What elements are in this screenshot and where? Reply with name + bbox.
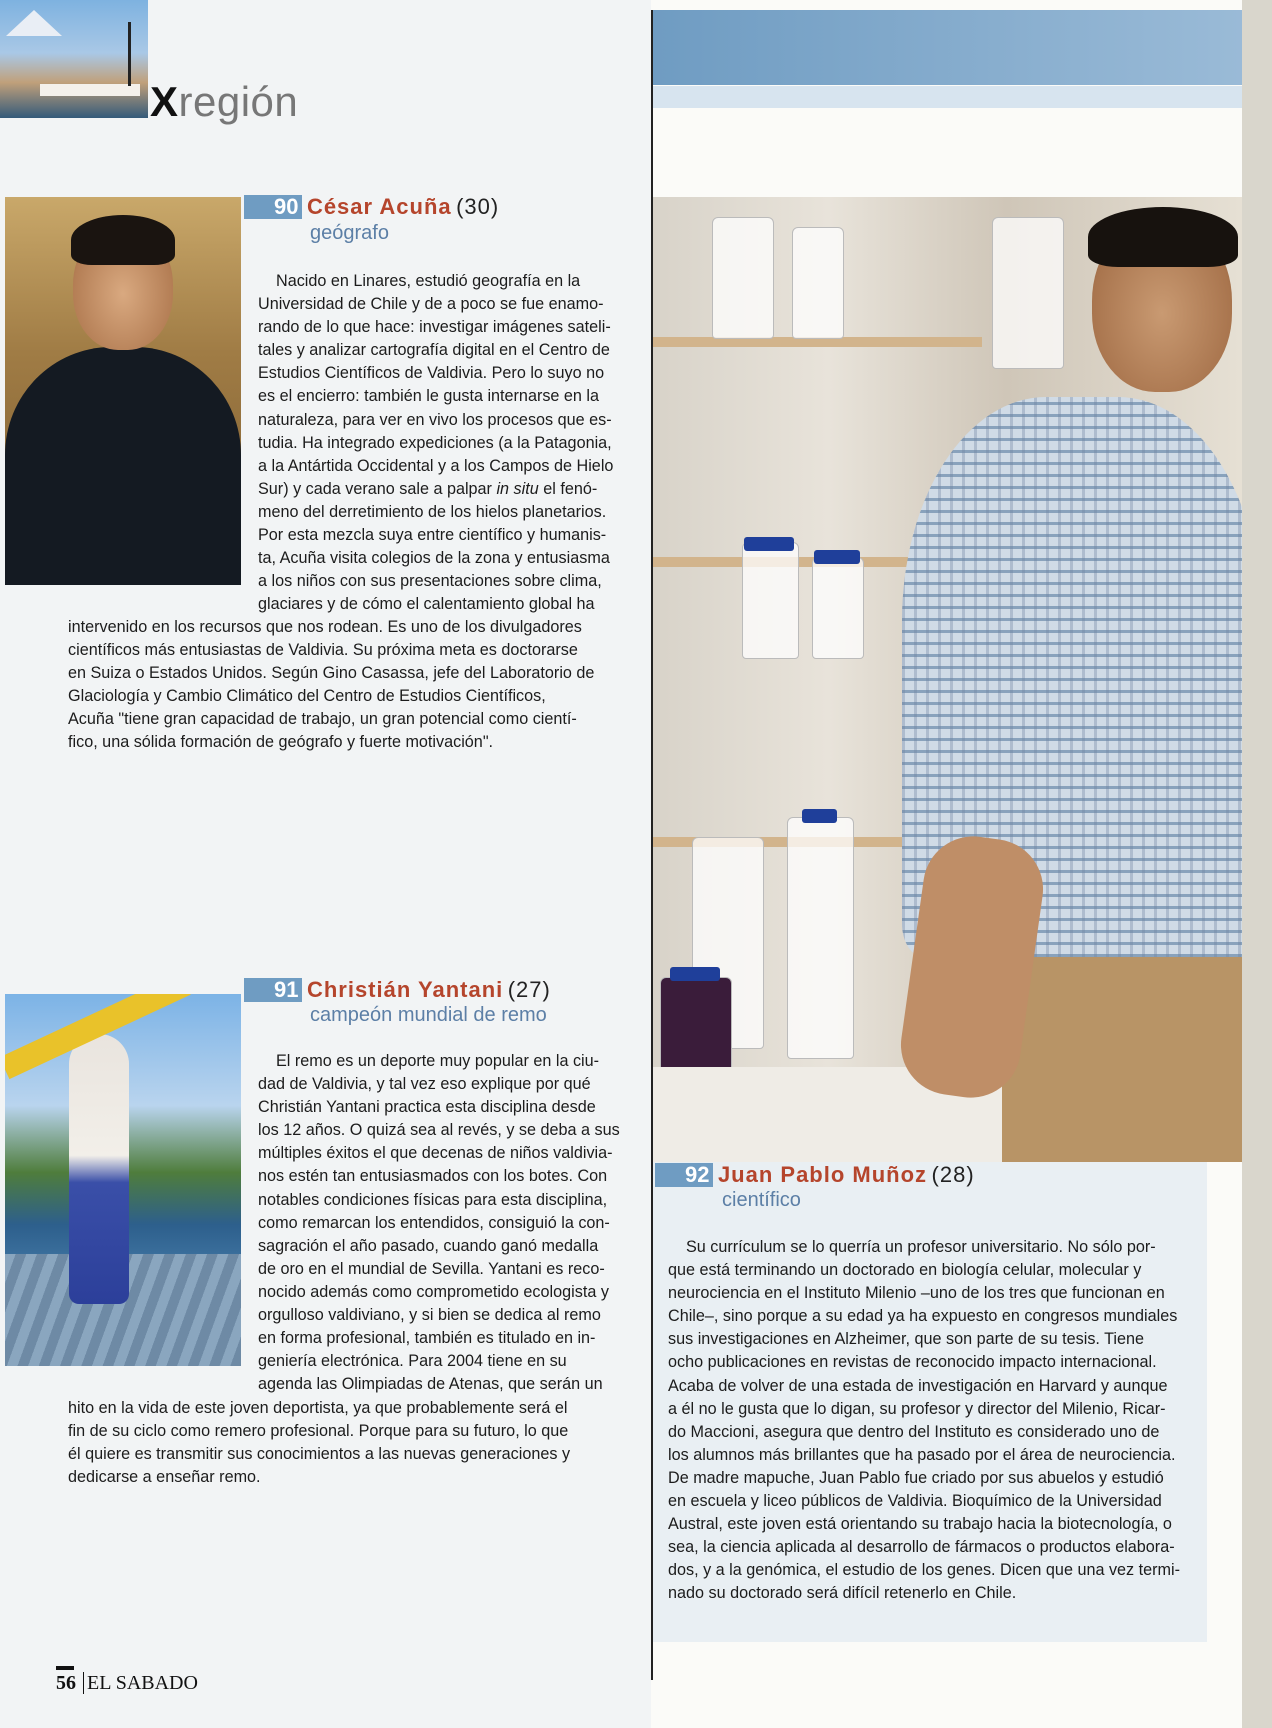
bottle-shape: [812, 557, 864, 659]
header-landscape-photo: [0, 0, 148, 118]
text-line: meno del derretimiento de los hielos planetarios.: [258, 502, 607, 521]
text-line: sus investigaciones en Alzheimer, que son parte de su tesis. Tiene: [668, 1330, 1145, 1349]
text-line: los alumnos más brillantes que ha pasado por el área de neurociencia.: [668, 1445, 1176, 1464]
section-logo-word: región: [178, 78, 299, 125]
text-line: Glaciología y Cambio Climático del Centro de Estudios Científicos,: [68, 687, 546, 706]
text-line: fico, una sólida formación de geógrafo y fuerte motivación".: [68, 733, 494, 752]
page-edge: [1242, 0, 1272, 1728]
text-line: glaciares y de cómo el calentamiento global ha: [258, 595, 595, 614]
text-fragment: el fenó-: [538, 479, 598, 498]
text-line: orgulloso valdiviano, y si bien se dedica al remo: [258, 1306, 601, 1325]
text-line: Por esta mezcla suya entre científico y humanis-: [258, 526, 607, 545]
text-line: sagración el año pasado, cuando ganó medalla: [258, 1236, 599, 1255]
entry-90-number: 90: [244, 195, 302, 219]
text-line: neurociencia en el Instituto Milenio –uno de los tres que funcionan en: [668, 1284, 1165, 1303]
text-line: en forma profesional, también es titulado en in-: [258, 1329, 596, 1348]
text-line: notables condiciones físicas para esta disciplina,: [258, 1190, 608, 1209]
entry-90-name: César Acuña: [306, 194, 452, 219]
entry-91-age: (27): [507, 977, 551, 1002]
italic-phrase: in situ: [496, 479, 539, 498]
bottle-shape: [792, 227, 844, 339]
text-line: es el encierro: también le gusta internarse en la: [258, 387, 600, 406]
column-divider: [651, 10, 653, 1680]
juan-pablo-munoz-lab-photo: [652, 197, 1242, 1162]
text-line: nos estén tan entusiasmados con los botes. Con: [258, 1167, 608, 1186]
text-line: ta, Acuña visita colegios de la zona y entusiasma: [258, 549, 610, 568]
christian-yantani-photo: [5, 994, 241, 1366]
text-line: De madre mapuche, Juan Pablo fue criado por sus abuelos y estudió: [668, 1468, 1164, 1487]
entry-92-age: (28): [931, 1162, 975, 1187]
entry-91-role: campeón mundial de remo: [310, 1004, 547, 1026]
lamp-post-shape: [128, 22, 131, 86]
entry-91-number: 91: [244, 978, 302, 1002]
text-line: los 12 años. O quizá sea al revés, y se deba a sus: [258, 1121, 620, 1140]
portrait-hair-shape: [71, 215, 175, 265]
entry-92-heading: [655, 1162, 975, 1188]
text-line: intervenido en los recursos que nos rodean. Es uno de los divulgadores: [68, 618, 582, 636]
text-line: agenda las Olimpiadas de Atenas, que serán un: [258, 1375, 603, 1394]
entry-91-text: [258, 1050, 638, 1396]
pants-shape: [1002, 957, 1242, 1162]
bottle-cap-shape: [802, 809, 837, 823]
portrait-hair-shape: [1088, 207, 1238, 267]
text-line: Universidad de Chile y de a poco se fue enamo-: [258, 295, 604, 314]
entry-91-heading: [244, 977, 551, 1003]
text-line: él quiere es transmitir sus conocimientos a las nuevas generaciones y: [68, 1445, 571, 1464]
text-line: dad de Valdivia, y tal vez eso explique por qué: [258, 1075, 591, 1094]
text-line: geniería electrónica. Para 2004 tiene en su: [258, 1352, 567, 1371]
section-logo-letter: X: [150, 78, 179, 125]
entry-92-name: Juan Pablo Muñoz: [717, 1162, 928, 1187]
bottle-cap-shape: [670, 967, 720, 981]
text-line: como remarcan los entendidos, consiguió la con-: [258, 1213, 610, 1232]
text-line: Chile–, sino porque a su edad ya ha expuesto en congresos mundiales: [668, 1307, 1178, 1326]
entry-91-name: Christián Yantani: [306, 977, 504, 1002]
page-footer: [56, 1672, 198, 1695]
text-line: tales y analizar cartografía digital en el Centro de: [258, 341, 610, 360]
text-line: múltiples éxitos el que decenas de niños valdivia-: [258, 1144, 613, 1163]
entry-92-number: 92: [655, 1163, 713, 1187]
text-line: fin de su ciclo como remero profesional. Porque para su futuro, lo que: [68, 1422, 569, 1441]
bottle-cap-shape: [814, 550, 860, 564]
page-number: 56: [56, 1672, 76, 1694]
text-line: sea, la ciencia aplicada al desarrollo de fármacos o productos elabora-: [668, 1538, 1175, 1557]
text-line: Acuña "tiene gran capacidad de trabajo, un gran potencial como cientí-: [68, 710, 577, 729]
text-line: dos, y a la genómica, el estudio de los genes. Dicen que una vez termi-: [668, 1561, 1180, 1580]
text-line: Christián Yantani practica esta disciplina desde: [258, 1098, 596, 1117]
text-line: en escuela y liceo públicos de Valdivia. Bioquímico de la Universidad: [668, 1492, 1162, 1511]
text-line: de oro en el mundial de Sevilla. Yantani es reco-: [258, 1259, 605, 1278]
entry-91-text-wide: [68, 1397, 638, 1489]
text-line: El remo es un deporte muy popular en la ciu-: [276, 1052, 600, 1070]
entry-90-text: [258, 270, 638, 616]
entry-90-heading: [244, 194, 499, 220]
text-line: rando de lo que hace: investigar imágenes sateli-: [258, 318, 611, 337]
text-line: Austral, este joven está orientando su trabajo hacia la biotecnología, o: [668, 1515, 1172, 1534]
text-line: a la Antártida Occidental y a los Campos de Hielo: [258, 456, 614, 475]
text-line: naturaleza, para ver en vivo los procesos que es-: [258, 410, 612, 429]
text-line: científicos más entusiastas de Valdivia. Su próxima meta es doctorarse: [68, 641, 578, 660]
entry-92-text: [668, 1236, 1208, 1606]
text-line: en Suiza o Estados Unidos. Según Gino Casassa, jefe del Laboratorio de: [68, 664, 595, 683]
bottle-cap-shape: [744, 537, 794, 551]
text-line: nocido además como comprometido ecologista y: [258, 1282, 609, 1301]
cesar-acuna-portrait: [5, 197, 241, 585]
portrait-body-shape: [5, 347, 241, 585]
text-line: Su currículum se lo querría un profesor universitario. No sólo por-: [686, 1238, 1156, 1256]
volcano-shape: [6, 10, 62, 36]
text-line: hito en la vida de este joven deportista, ya que probablemente será el: [68, 1399, 568, 1417]
text-line: a los niños con sus presentaciones sobre clima,: [258, 572, 602, 591]
text-line: que está terminando un doctorado en biología celular, molecular y: [668, 1261, 1142, 1280]
text-line: dedicarse a enseñar remo.: [68, 1468, 261, 1487]
header-color-strip: [652, 10, 1272, 85]
entry-90-role: geógrafo: [310, 222, 389, 244]
text-line: Nacido en Linares, estudió geografía en la: [276, 272, 581, 290]
bottle-shape: [787, 817, 854, 1059]
entry-92-role: científico: [722, 1189, 801, 1211]
text-line: tudia. Ha integrado expediciones (a la Patagonia,: [258, 433, 612, 452]
header-light-strip: [652, 86, 1272, 108]
entry-90-text-wide: [68, 616, 638, 755]
text-line: do Maccioni, asegura que dentro del Instituto es considerado uno de: [668, 1422, 1160, 1441]
rower-shape: [69, 1034, 129, 1304]
bottle-shape: [992, 217, 1064, 369]
text-line: Estudios Científicos de Valdivia. Pero lo suyo no: [258, 364, 605, 383]
text-line: Acaba de volver de una estada de investigación en Harvard y aunque: [668, 1376, 1168, 1395]
section-logo: [150, 78, 298, 126]
text-fragment: Sur) y cada verano sale a palpar: [258, 479, 497, 498]
pier-shape: [40, 84, 140, 96]
footer-rule: [56, 1666, 74, 1670]
text-line: a él no le gusta que lo digan, su profesor y director del Milenio, Ricar-: [668, 1399, 1166, 1418]
entry-90-age: (30): [456, 194, 500, 219]
bottle-shape: [742, 542, 799, 659]
text-line: [258, 478, 638, 501]
text-line: ocho publicaciones en revistas de reconocido impacto internacional.: [668, 1353, 1157, 1372]
magazine-name: EL SABADO: [83, 1672, 198, 1694]
bottle-shape: [712, 217, 774, 339]
text-line: nado su doctorado será difícil retenerlo en Chile.: [668, 1584, 1017, 1603]
